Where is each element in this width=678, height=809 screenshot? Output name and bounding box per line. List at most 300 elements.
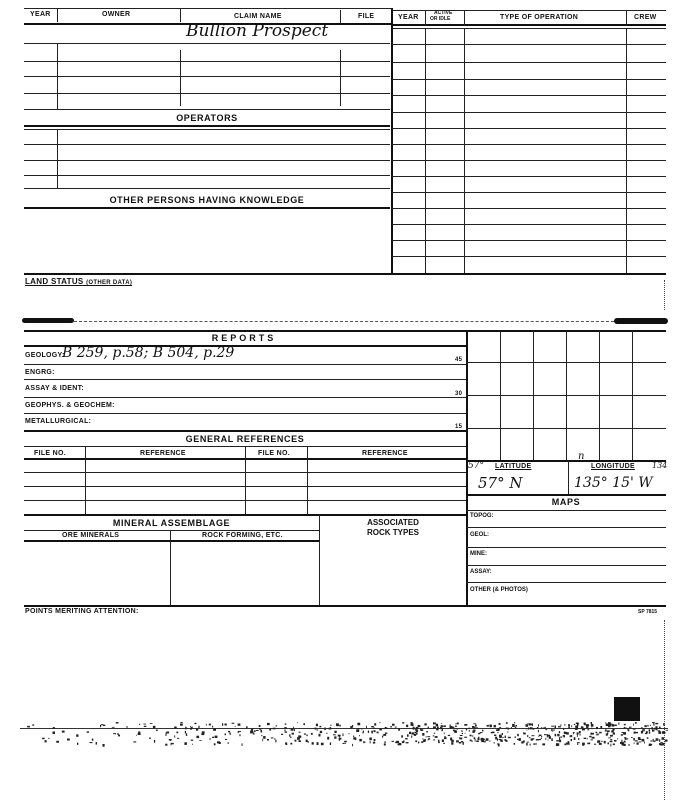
noise-speck xyxy=(568,724,570,726)
noise-speck xyxy=(568,726,570,728)
noise-speck xyxy=(650,741,653,742)
rule xyxy=(466,395,666,396)
noise-speck xyxy=(663,732,666,734)
noise-speck xyxy=(254,730,255,732)
noise-speck xyxy=(528,727,529,729)
noise-speck xyxy=(485,741,486,742)
noise-speck xyxy=(599,743,602,745)
noise-speck xyxy=(564,732,565,735)
rule xyxy=(425,10,426,26)
noise-speck xyxy=(506,728,509,729)
rule xyxy=(24,175,390,176)
noise-speck xyxy=(292,733,294,735)
noise-speck xyxy=(476,727,478,728)
noise-speck xyxy=(250,732,251,734)
noise-speck xyxy=(206,724,207,726)
noise-speck xyxy=(537,727,539,728)
noise-speck xyxy=(304,734,306,735)
noise-speck xyxy=(499,723,501,725)
noise-speck xyxy=(638,737,641,740)
noise-speck xyxy=(495,737,497,740)
noise-speck xyxy=(515,727,516,729)
noise-speck xyxy=(156,730,158,731)
noise-speck xyxy=(628,730,629,732)
noise-speck xyxy=(317,729,318,731)
noise-speck xyxy=(666,730,669,731)
noise-speck xyxy=(613,733,615,735)
noise-speck xyxy=(508,737,511,738)
noise-speck xyxy=(274,738,275,739)
noise-speck xyxy=(604,741,606,744)
noise-speck xyxy=(275,740,276,743)
noise-speck xyxy=(441,723,442,724)
noise-speck xyxy=(635,740,638,741)
ink-blot xyxy=(22,318,74,323)
noise-speck xyxy=(651,744,653,746)
noise-speck xyxy=(574,737,576,740)
noise-speck xyxy=(530,724,532,726)
rule xyxy=(626,10,627,26)
noise-speck xyxy=(192,744,193,745)
rule xyxy=(170,530,171,606)
noise-speck xyxy=(474,727,475,728)
noise-speck xyxy=(281,734,283,735)
count-30: 30 xyxy=(455,391,463,397)
noise-speck xyxy=(515,736,516,738)
noise-speck xyxy=(144,724,147,725)
noise-speck xyxy=(610,744,611,747)
noise-speck xyxy=(647,737,649,739)
noise-speck xyxy=(306,740,308,742)
noise-speck xyxy=(225,724,227,726)
noise-speck xyxy=(497,732,498,733)
noise-speck xyxy=(411,723,414,726)
noise-speck xyxy=(409,732,411,734)
rule xyxy=(464,10,465,26)
noise-speck xyxy=(101,724,103,725)
noise-speck xyxy=(133,741,136,742)
noise-speck xyxy=(232,723,235,724)
maps-other: OTHER (& PHOTOS) xyxy=(470,587,528,593)
reports-title: REPORTS xyxy=(211,333,277,343)
noise-speck xyxy=(117,733,119,735)
noise-speck xyxy=(472,726,475,728)
noise-speck xyxy=(217,741,220,743)
noise-speck xyxy=(516,725,518,727)
geology-value: B 259, p.58; B 504, p.29 xyxy=(62,345,235,361)
noise-speck xyxy=(535,743,536,745)
noise-speck xyxy=(560,737,562,738)
assay-label: ASSAY & IDENT: xyxy=(25,385,85,392)
rule xyxy=(24,472,466,473)
noise-speck xyxy=(559,731,560,733)
file-no-col: FILE NO. xyxy=(34,450,66,457)
noise-speck xyxy=(502,737,503,738)
rule xyxy=(24,379,466,380)
noise-speck xyxy=(443,743,445,744)
rule xyxy=(57,43,58,109)
noise-speck xyxy=(611,730,614,732)
noise-speck xyxy=(444,737,447,739)
rule xyxy=(24,160,390,161)
noise-speck xyxy=(45,740,47,742)
noise-speck xyxy=(373,742,375,744)
noise-speck xyxy=(527,735,528,737)
noise-speck xyxy=(494,735,496,737)
noise-speck xyxy=(532,735,535,736)
crew-header: CREW xyxy=(634,14,657,21)
noise-speck xyxy=(621,742,624,743)
rule xyxy=(24,8,392,9)
noise-speck xyxy=(209,724,211,726)
noise-speck xyxy=(613,744,615,746)
noise-speck xyxy=(291,729,294,731)
noise-speck xyxy=(607,730,610,732)
noise-speck xyxy=(238,731,239,733)
noise-speck xyxy=(191,740,194,741)
rule xyxy=(466,527,666,528)
noise-speck xyxy=(411,722,413,723)
noise-speck xyxy=(374,739,376,741)
noise-speck xyxy=(384,742,386,743)
noise-speck xyxy=(468,728,470,729)
reference-col: REFERENCE xyxy=(140,450,186,457)
latitude-prefix: 57° xyxy=(468,461,484,471)
noise-speck xyxy=(185,727,186,730)
rule xyxy=(392,224,666,225)
noise-speck xyxy=(472,735,473,736)
noise-speck xyxy=(577,742,580,743)
noise-speck xyxy=(363,732,364,733)
noise-speck xyxy=(594,744,596,745)
noise-speck xyxy=(116,722,119,723)
rule xyxy=(340,50,341,106)
noise-speck xyxy=(529,737,530,738)
noise-speck xyxy=(578,738,579,740)
rule xyxy=(24,43,390,44)
rule xyxy=(340,10,341,23)
noise-speck xyxy=(645,733,647,734)
noise-speck xyxy=(581,726,584,728)
noise-speck xyxy=(42,738,45,740)
noise-speck xyxy=(564,744,566,746)
noise-speck xyxy=(56,741,59,743)
noise-speck xyxy=(210,738,211,740)
noise-speck xyxy=(526,743,528,746)
noise-speck xyxy=(617,738,618,739)
noise-speck xyxy=(606,724,609,727)
noise-speck xyxy=(587,738,588,740)
noise-speck xyxy=(487,725,489,727)
noise-speck xyxy=(333,734,336,735)
noise-speck xyxy=(494,725,496,728)
rule xyxy=(24,23,392,25)
noise-speck xyxy=(267,739,269,741)
noise-speck xyxy=(191,727,192,730)
noise-speck xyxy=(450,726,452,729)
engrg-label: ENGRG: xyxy=(25,369,55,376)
noise-speck xyxy=(633,728,636,729)
noise-speck xyxy=(629,744,630,746)
rule xyxy=(392,44,666,45)
noise-speck xyxy=(345,743,346,744)
noise-speck xyxy=(185,731,186,733)
noise-speck xyxy=(426,736,427,737)
noise-speck xyxy=(150,723,153,724)
noise-speck xyxy=(494,742,495,743)
rule xyxy=(57,129,58,188)
noise-speck xyxy=(317,742,319,745)
noise-speck xyxy=(321,743,324,746)
general-references-title: GENERAL REFERENCES xyxy=(185,434,305,444)
noise-speck xyxy=(610,739,612,741)
noise-speck xyxy=(324,728,326,731)
noise-speck xyxy=(149,738,151,739)
noise-speck xyxy=(582,743,583,746)
noise-speck xyxy=(316,724,318,727)
noise-speck xyxy=(363,741,364,743)
noise-speck xyxy=(580,734,581,736)
noise-speck xyxy=(461,730,462,732)
noise-speck xyxy=(587,743,590,745)
noise-speck xyxy=(449,735,450,736)
noise-speck xyxy=(456,740,459,742)
noise-speck xyxy=(575,728,576,730)
noise-speck xyxy=(649,729,651,731)
noise-speck xyxy=(532,723,533,726)
noise-speck xyxy=(176,732,178,734)
noise-speck xyxy=(306,735,307,737)
noise-speck xyxy=(373,730,375,732)
noise-speck xyxy=(153,726,156,728)
rule xyxy=(392,24,666,26)
noise-speck xyxy=(326,733,327,734)
noise-speck xyxy=(647,725,648,727)
noise-speck xyxy=(373,728,375,729)
ink-blot xyxy=(614,318,668,324)
noise-speck xyxy=(499,727,501,728)
type-of-operation-header: TYPE OF OPERATION xyxy=(500,14,579,21)
noise-speck xyxy=(428,727,429,729)
noise-speck xyxy=(348,733,349,734)
noise-speck xyxy=(329,728,332,730)
noise-speck xyxy=(96,742,97,745)
noise-speck xyxy=(577,743,578,745)
noise-speck xyxy=(139,724,140,725)
noise-speck xyxy=(424,739,426,741)
metallurgical-label: METALLURGICAL: xyxy=(25,418,92,425)
noise-speck xyxy=(599,732,602,734)
rule xyxy=(392,208,666,209)
noise-speck xyxy=(471,740,472,742)
noise-speck xyxy=(642,729,643,731)
noise-speck xyxy=(438,740,440,742)
noise-speck xyxy=(433,722,434,724)
noise-speck xyxy=(421,741,423,743)
noise-dots xyxy=(27,722,668,747)
noise-speck xyxy=(591,733,592,735)
noise-speck xyxy=(627,738,628,739)
rule xyxy=(466,547,666,548)
rule xyxy=(24,514,466,516)
noise-speck xyxy=(262,739,263,741)
rule xyxy=(392,112,666,113)
noise-speck xyxy=(591,739,594,740)
noise-speck xyxy=(559,740,561,743)
noise-speck xyxy=(385,733,387,734)
noise-speck xyxy=(649,732,650,734)
noise-speck xyxy=(297,737,300,740)
noise-speck xyxy=(511,727,512,729)
noise-speck xyxy=(486,738,489,741)
noise-speck xyxy=(508,729,509,730)
noise-speck xyxy=(538,724,539,726)
noise-speck xyxy=(634,732,635,734)
noise-speck xyxy=(457,729,458,730)
noise-speck xyxy=(285,723,287,724)
noise-speck xyxy=(644,725,646,727)
noise-speck xyxy=(544,734,547,735)
noise-speck xyxy=(344,741,347,742)
rule xyxy=(392,128,666,129)
noise-speck xyxy=(435,736,438,738)
noise-speck xyxy=(259,725,261,727)
noise-speck xyxy=(514,743,516,745)
noise-speck xyxy=(652,729,653,730)
noise-speck xyxy=(444,725,447,727)
file-no-col-2: FILE NO. xyxy=(258,450,290,457)
noise-speck xyxy=(401,735,403,737)
noise-speck xyxy=(551,729,552,731)
rule xyxy=(392,28,666,29)
noise-speck xyxy=(228,742,229,744)
noise-speck xyxy=(612,724,615,726)
rule xyxy=(24,397,466,398)
noise-speck xyxy=(586,727,588,728)
noise-speck xyxy=(646,731,648,733)
noise-speck xyxy=(379,722,380,723)
noise-speck xyxy=(402,722,404,723)
noise-speck xyxy=(639,742,642,743)
noise-speck xyxy=(169,739,172,740)
noise-speck xyxy=(481,738,484,739)
noise-speck xyxy=(573,732,575,733)
noise-speck xyxy=(462,733,463,734)
noise-speck xyxy=(374,723,376,725)
noise-speck xyxy=(584,723,586,726)
noise-speck xyxy=(285,742,287,744)
associated-rock-types-2: ROCK TYPES xyxy=(366,528,419,537)
noise-speck xyxy=(426,731,428,732)
noise-speck xyxy=(499,729,500,731)
noise-speck xyxy=(436,729,438,731)
noise-speck xyxy=(465,733,466,734)
noise-speck xyxy=(263,736,266,739)
idle-header: OR IDLE xyxy=(430,16,451,22)
noise-speck xyxy=(440,727,442,729)
noise-speck xyxy=(406,742,409,743)
noise-speck xyxy=(433,735,435,736)
rule xyxy=(392,192,666,193)
noise-speck xyxy=(290,737,291,739)
noise-speck xyxy=(541,736,542,737)
noise-speck xyxy=(629,727,632,728)
noise-speck xyxy=(584,738,587,739)
noise-speck xyxy=(466,728,467,731)
rule xyxy=(24,188,390,189)
maps-mine: MINE: xyxy=(470,551,487,557)
noise-speck xyxy=(497,738,498,741)
noise-speck xyxy=(539,735,542,736)
noise-speck xyxy=(165,744,167,746)
noise-speck xyxy=(556,743,559,746)
noise-speck xyxy=(643,729,645,732)
noise-speck xyxy=(368,731,369,733)
noise-speck xyxy=(605,722,606,723)
noise-speck xyxy=(361,729,362,730)
noise-speck xyxy=(473,723,476,724)
noise-speck xyxy=(539,739,542,740)
noise-speck xyxy=(196,736,199,738)
noise-speck xyxy=(664,743,666,744)
noise-speck xyxy=(612,729,614,731)
noise-speck xyxy=(27,726,30,728)
noise-speck xyxy=(76,734,78,736)
noise-speck xyxy=(592,737,595,739)
noise-speck xyxy=(369,738,372,741)
noise-speck xyxy=(624,737,625,739)
noise-speck xyxy=(350,726,352,729)
noise-speck xyxy=(662,737,665,740)
claim-name-header: CLAIM NAME xyxy=(234,13,282,20)
noise-speck xyxy=(261,730,263,733)
noise-speck xyxy=(482,730,484,732)
noise-speck xyxy=(166,733,167,736)
noise-speck xyxy=(103,744,105,747)
noise-speck xyxy=(414,734,416,736)
noise-speck xyxy=(641,727,643,728)
noise-speck xyxy=(614,740,617,742)
n-mark: n xyxy=(578,451,585,462)
noise-speck xyxy=(499,739,501,740)
noise-speck xyxy=(362,733,364,734)
longitude-label: LONGITUDE xyxy=(591,463,635,470)
rule xyxy=(24,364,466,365)
noise-speck xyxy=(330,725,331,726)
noise-speck xyxy=(112,727,115,728)
noise-speck xyxy=(405,738,408,739)
noise-speck xyxy=(610,741,613,742)
noise-speck xyxy=(379,729,382,730)
noise-speck xyxy=(415,740,417,742)
rule xyxy=(392,10,666,11)
noise-speck xyxy=(591,728,592,729)
noise-speck xyxy=(514,722,515,723)
noise-speck xyxy=(660,742,662,743)
noise-speck xyxy=(644,742,645,744)
noise-speck xyxy=(399,743,400,745)
noise-speck xyxy=(577,734,578,737)
noise-speck xyxy=(299,740,301,742)
noise-speck xyxy=(267,723,270,725)
noise-speck xyxy=(589,736,591,738)
noise-speck xyxy=(587,729,589,730)
noise-speck xyxy=(545,727,546,729)
rule xyxy=(24,93,390,94)
noise-speck xyxy=(536,739,539,740)
associated-rock-types-1: ASSOCIATED xyxy=(367,518,419,527)
noise-speck xyxy=(605,728,606,731)
